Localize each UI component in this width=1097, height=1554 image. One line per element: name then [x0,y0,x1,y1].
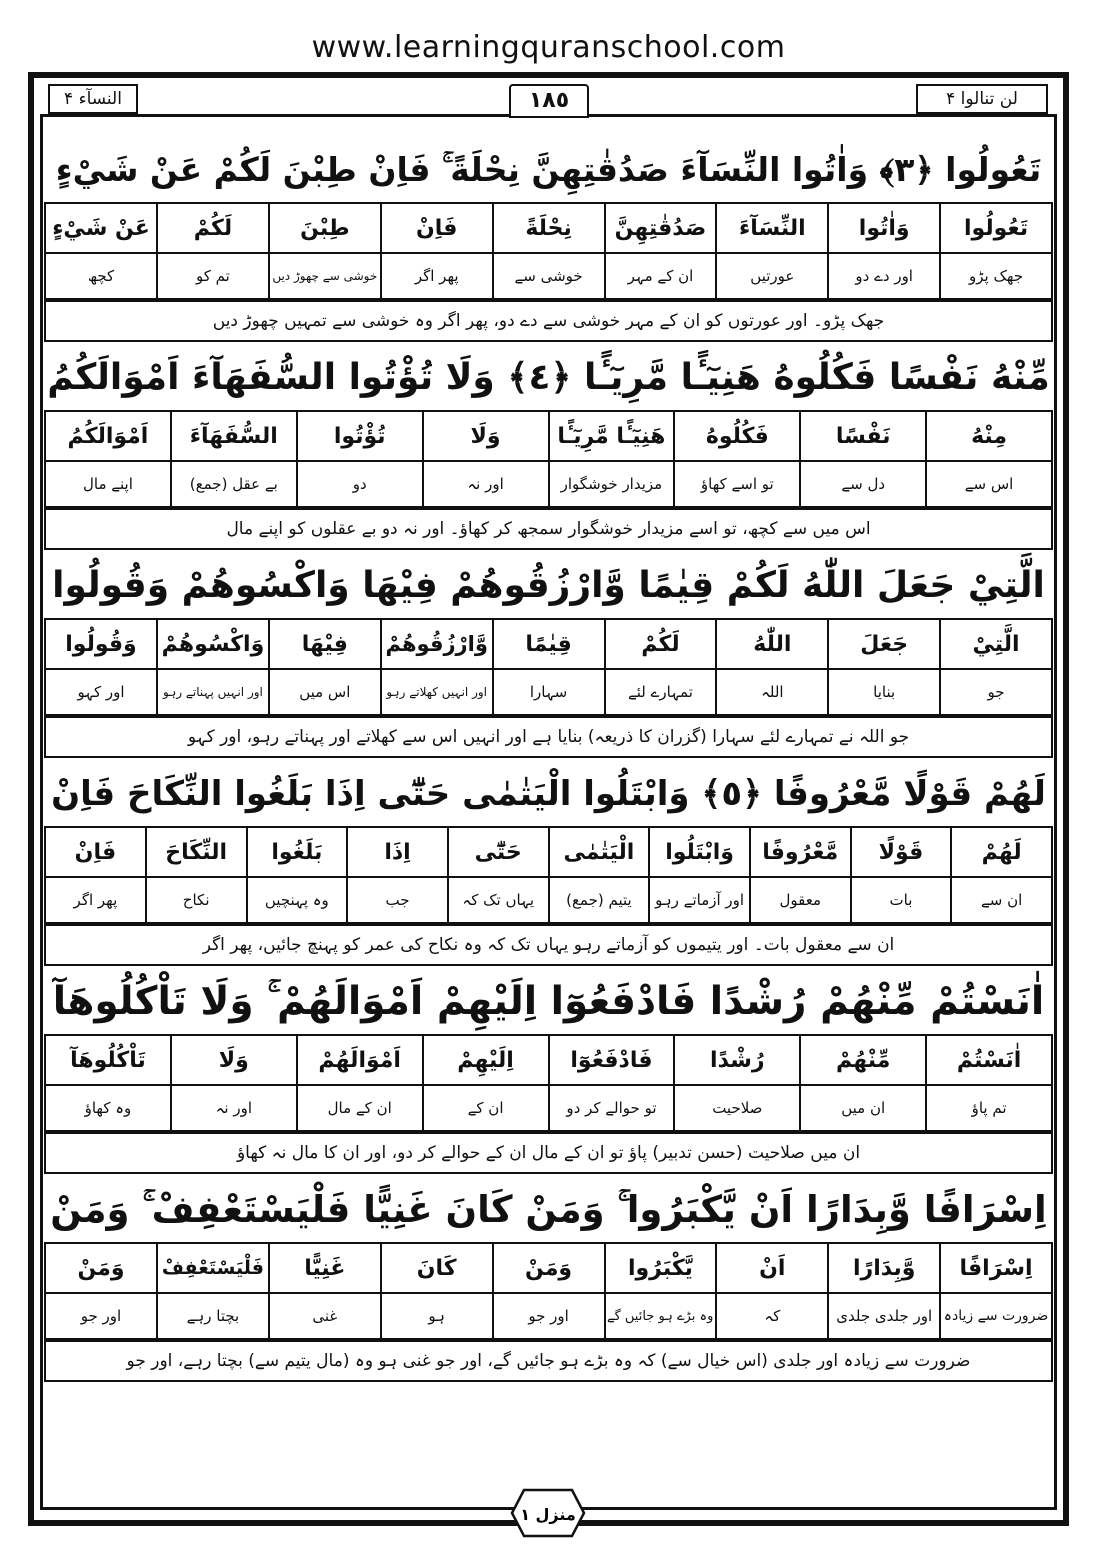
ayah-line: اِسْرَافًا وَّبِدَارًا اَنْ يَّكْبَرُوا ۚ وَمَنْ كَانَ غَنِيًّا فَلْيَسْتَعْفِفْ ۚ وَمَنْ [50,1188,1047,1231]
word-cell: وَابْتَلُوا [649,827,750,877]
meaning-cell: پھر اگر [45,877,146,923]
translation-line: اس میں سے کچھ، تو اسے مزیدار خوشگوار سمجھ کر کھاؤ۔ اور نہ دو بے عقلوں کو اپنے مال [44,508,1053,550]
word-cell: جَعَلَ [828,619,940,669]
meaning-cell: معقول [750,877,851,923]
word-cell: نِحْلَةً [493,203,605,253]
word-cell: نَفْسًا [800,411,926,461]
meaning-cell: تم کو [157,253,269,299]
meaning-cell: یہاں تک کہ [448,877,549,923]
word-cell: اَمْوَالَكُمُ [45,411,171,461]
word-cell: صَدُقٰتِهِنَّ [605,203,717,253]
word-cell: تُؤْتُوا [297,411,423,461]
ayah-line: لَهُمْ قَوْلًا مَّعْرُوفًا ﴿٥﴾ وَابْتَلُوا الْيَتٰمٰى حَتّٰٓى اِذَا بَلَغُوا النِّكَاحَ فَاِنْ [51,774,1046,814]
translation-line: ان میں صلاحیت (حسن تدبیر) پاؤ تو ان کے مال ان کے حوالے کر دو، اور ان کا مال نہ کھاؤ [44,1132,1053,1174]
meaning-cell: اور آزماتے رہو [649,877,750,923]
meaning-cell: ان کے مال [297,1085,423,1131]
translation-line: جھک پڑو۔ اور عورتوں کو ان کے مہر خوشی سے دے دو، پھر اگر وہ خوشی سے تمہیں چھوڑ دیں [44,300,1053,342]
meaning-cell: بے عقل (جمع) [171,461,297,507]
meaning-cell: خوشی سے [493,253,605,299]
meaning-cell: تم پاؤ [926,1085,1052,1131]
meaning-cell: غنی [269,1293,381,1339]
ayah-block [44,344,1053,550]
meaning-cell: بات [851,877,952,923]
meaning-cell: دو [297,461,423,507]
meaning-cell: اللہ [716,669,828,715]
word-cell: وَلَا [423,411,549,461]
word-cell: لَكُمْ [157,203,269,253]
word-cell: وَّبِدَارًا [828,1243,940,1293]
word-cell: وَاٰتُوا [828,203,940,253]
meaning-cell: صلاحیت [674,1085,800,1131]
word-cell: فَاِنْ [381,203,493,253]
word-cell: قَوْلًا [851,827,952,877]
translation-line: جو اللہ نے تمہارے لئے سہارا (گزران کا ذریعہ) بنایا ہے اور انہیں اس سے کھلاتے اور پہناتے رہو، اور کہو [44,716,1053,758]
word-table [44,826,1053,924]
juz-title: لن تنالوا ۴ [916,84,1048,114]
page-number: ١٨٥ [509,84,589,118]
word-cell: تَاْكُلُوهَآ [45,1035,171,1085]
word-cell: تَعُولُوا [940,203,1052,253]
word-cell: هَنِيٓـًٔا مَّرِيٓـًٔا [549,411,675,461]
meaning-cell: تمہارے لئے [605,669,717,715]
word-table [44,202,1053,300]
meaning-cell: وہ پہنچیں [247,877,348,923]
meaning-cell: ان کے [423,1085,549,1131]
ayah-line: مِّنْهُ نَفْسًا فَكُلُوهُ هَنِيٓـًٔا مَّرِيٓـًٔا ﴿٤﴾ وَلَا تُؤْتُوا السُّفَهَآءَ اَمْوَالَكُمُ [47,357,1050,398]
word-cell: الَّتِيْ [940,619,1052,669]
meaning-cell: ان سے [951,877,1052,923]
word-table [44,1034,1053,1132]
meaning-cell: وہ کھاؤ [45,1085,171,1131]
meaning-cell: اور انہیں پہناتے رہو [157,669,269,715]
word-cell: النِّسَآءَ [716,203,828,253]
word-cell: وَقُولُوا [45,619,157,669]
meaning-cell: ہو [381,1293,493,1339]
word-cell: وَّارْزُقُوهُمْ [381,619,493,669]
ayah-block [44,760,1053,966]
word-cell: حَتّٰٓى [448,827,549,877]
meaning-cell: اور انہیں کھلاتے رہو [381,669,493,715]
word-cell: غَنِيًّا [269,1243,381,1293]
word-cell: وَاكْسُوهُمْ [157,619,269,669]
word-cell: لَهُمْ [951,827,1052,877]
site-url: www.learningquranschool.com [311,30,786,65]
meaning-cell: ضرورت سے زیادہ [940,1293,1052,1339]
word-cell: اِسْرَافًا [940,1243,1052,1293]
word-cell: وَمَنْ [493,1243,605,1293]
meaning-cell: اور دے دو [828,253,940,299]
meaning-cell: تو حوالے کر دو [549,1085,675,1131]
ayah-block [44,136,1053,342]
word-cell: يَّكْبَرُوا [605,1243,717,1293]
word-cell: اِلَيْهِمْ [423,1035,549,1085]
word-cell: وَلَا [171,1035,297,1085]
ayah-block [44,1176,1053,1382]
ayah-block [44,552,1053,758]
meaning-cell: کچھ [45,253,157,299]
surah-title: النسآء ۴ [48,84,138,114]
meaning-cell: جھک پڑو [940,253,1052,299]
word-cell: اَمْوَالَهُمْ [297,1035,423,1085]
meaning-cell: اس میں [269,669,381,715]
meaning-cell: عورتیں [716,253,828,299]
meaning-cell: وہ بڑے ہو جائیں گے [605,1293,717,1339]
word-cell: كَانَ [381,1243,493,1293]
word-cell: مِنْهُ [926,411,1052,461]
word-cell: مَّعْرُوفًا [750,827,851,877]
word-cell: النِّكَاحَ [146,827,247,877]
word-cell: فَادْفَعُوٓا [549,1035,675,1085]
meaning-cell: جب [347,877,448,923]
meaning-cell: اور نہ [171,1085,297,1131]
ayah-block [44,968,1053,1174]
ayah-line: اٰنَسْتُمْ مِّنْهُمْ رُشْدًا فَادْفَعُوٓا اِلَيْهِمْ اَمْوَالَهُمْ ۚ وَلَا تَاْكُلُوهَآ [52,979,1045,1024]
word-cell: اٰنَسْتُمْ [926,1035,1052,1085]
word-cell: بَلَغُوا [247,827,348,877]
translation-line: ان سے معقول بات۔ اور یتیموں کو آزماتے رہو یہاں تک کہ وہ نکاح کی عمر کو پہنچ جائیں، پھر اگر [44,924,1053,966]
word-cell: فَاِنْ [45,827,146,877]
meaning-cell: کہ [716,1293,828,1339]
meaning-cell: اور جلدی جلدی [828,1293,940,1339]
word-cell: مِّنْهُمْ [800,1035,926,1085]
meaning-cell: مزیدار خوشگوار [549,461,675,507]
manzil-badge [510,1488,586,1538]
meaning-cell: اپنے مال [45,461,171,507]
word-cell: قِيٰمًا [493,619,605,669]
meaning-cell: اس سے [926,461,1052,507]
word-cell: اللّٰهُ [716,619,828,669]
translation-line: ضرورت سے زیادہ اور جلدی (اس خیال سے) کہ وہ بڑے ہو جائیں گے، اور جو غنی ہو وہ (مال یتیم سے) بچتا رہے، اور جو [44,1340,1053,1382]
word-cell: فِيْهَا [269,619,381,669]
meaning-cell: اور کہو [45,669,157,715]
word-cell: لَكُمْ [605,619,717,669]
word-cell: اِذَا [347,827,448,877]
word-cell: فَلْيَسْتَعْفِفْ [157,1243,269,1293]
meaning-cell: ان میں [800,1085,926,1131]
word-cell: رُشْدًا [674,1035,800,1085]
word-cell: السُّفَهَآءَ [171,411,297,461]
meaning-cell: دل سے [800,461,926,507]
meaning-cell: اور نہ [423,461,549,507]
meaning-cell: نکاح [146,877,247,923]
meaning-cell: جو [940,669,1052,715]
meaning-cell: ان کے مہر [605,253,717,299]
word-table [44,1242,1053,1340]
meaning-cell: پھر اگر [381,253,493,299]
meaning-cell: تو اسے کھاؤ [674,461,800,507]
meaning-cell: اور جو [493,1293,605,1339]
meaning-cell: سہارا [493,669,605,715]
meaning-cell: یتیم (جمع) [549,877,650,923]
word-table [44,410,1053,508]
word-cell: اَنْ [716,1243,828,1293]
ayah-line: الَّتِيْ جَعَلَ اللّٰهُ لَكُمْ قِيٰمًا وَّارْزُقُوهُمْ فِيْهَا وَاكْسُوهُمْ وَقُولُوا [52,565,1045,606]
word-table [44,618,1053,716]
meaning-cell: خوشی سے چھوڑ دیں [269,253,381,299]
word-cell: طِبْنَ [269,203,381,253]
manzil-label: منزل ۱ [520,1505,576,1524]
ayah-line: تَعُولُوا ﴿٣﴾ وَاٰتُوا النِّسَآءَ صَدُقٰتِهِنَّ نِحْلَةً ۚ فَاِنْ طِبْنَ لَكُمْ عَنْ شَيْءٍ [55,150,1042,189]
meaning-cell: بنایا [828,669,940,715]
meaning-cell: بچتا رہے [157,1293,269,1339]
word-cell: عَنْ شَيْءٍ [45,203,157,253]
meaning-cell: اور جو [45,1293,157,1339]
word-cell: فَكُلُوهُ [674,411,800,461]
word-cell: وَمَنْ [45,1243,157,1293]
word-cell: الْيَتٰمٰى [549,827,650,877]
